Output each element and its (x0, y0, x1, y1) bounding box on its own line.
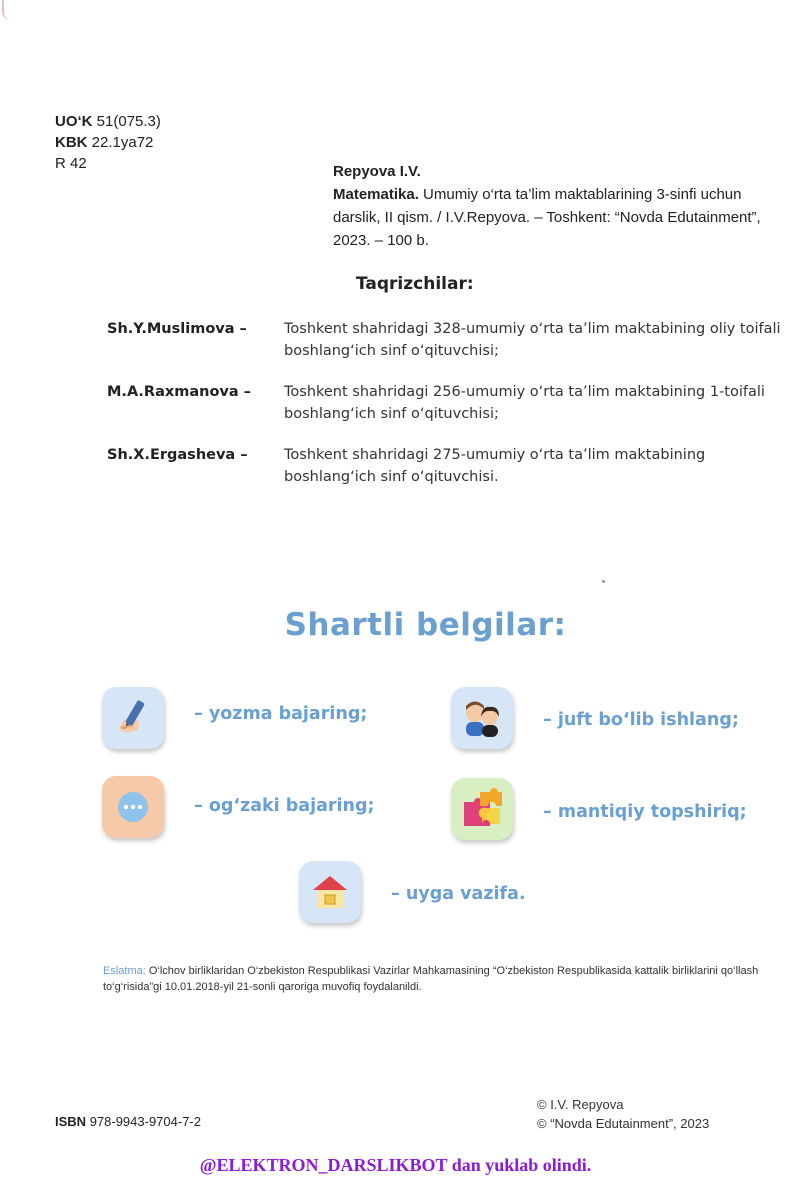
kbk-line: KBK 22.1ya72 (55, 134, 154, 151)
reviewer-description: Toshkent shahridagi 275-umumiy o‘rta ta’lim maktabining boshlang‘ich sinf o‘qituvchisi. (284, 447, 706, 485)
reviewers-heading: Taqrizchilar: (356, 274, 474, 294)
bibliographic-description (333, 160, 763, 252)
udk-line: UO‘K 51(075.3) (55, 113, 161, 130)
note (103, 963, 763, 995)
note-label: Eslatma: (103, 965, 146, 977)
reviewer-entry (107, 381, 777, 425)
reviewer-name: Sh.X.Ergasheva – (107, 447, 248, 463)
reviewer-description: Toshkent shahridagi 328-umumiy o‘rta ta’lim maktabining oliy toifali boshlang‘ich sinf o‘qituvchisi; (284, 321, 781, 359)
classification-block (55, 111, 161, 174)
house-icon (299, 861, 361, 923)
reviewer-entry (107, 318, 781, 362)
copyright-block (537, 1095, 709, 1133)
book-title: Matematika. (333, 186, 419, 203)
legend-label-oral: – og‘zaki bajaring; (194, 796, 375, 816)
speech-bubble-icon (102, 776, 164, 838)
legend-label-logic-task: – mantiqiy topshiriq; (543, 802, 747, 822)
legend-label-pair-work: – juft bo‘lib ishlang; (543, 710, 739, 730)
isbn (55, 1114, 201, 1129)
legend-label-homework: – uyga vazifa. (391, 884, 526, 904)
reviewer-name: Sh.Y.Muslimova – (107, 321, 247, 337)
pencil-hand-icon (102, 687, 164, 749)
book-author: Repyova I.V. (333, 163, 421, 180)
scan-mark (2, 0, 18, 20)
isbn-label: ISBN (55, 1114, 87, 1129)
download-footer: @ELEKTRON_DARSLIKBOT dan yuklab olindi. (199, 1155, 592, 1175)
legend-title: Shartli belgilar: (284, 607, 567, 643)
copyright-publisher: © “Novda Edutainment”, 2023 (537, 1116, 710, 1131)
note-text: O‘lchov birliklaridan O‘zbekiston Respublikasi Vazirlar Mahkamasining “O‘zbekiston Respublikasida kattalik birliklarini qo‘llash to‘g‘risida”gi 10.01.2018-yil 21-sonli qaroriga muvofiq foydalanildi. (103, 965, 759, 993)
reviewer-description: Toshkent shahridagi 256-umumiy o‘rta ta’lim maktabining 1-toifali boshlang‘ich sinf o‘qituvchisi; (284, 384, 765, 422)
reviewer-name: M.A.Raxmanova – (107, 384, 251, 400)
isbn-value: 978-9943-9704-7-2 (89, 1114, 201, 1129)
pair-kids-icon (451, 687, 513, 749)
author-mark: R 42 (55, 155, 87, 172)
copyright-author: © I.V. Repyova (537, 1097, 624, 1112)
book-description: Matematika. Umumiy o‘rta ta’lim maktablarining 3-sinfi uchun darslik, II qism. / I.V.Repyova. – Toshkent: “Novda Edutainment”, 2023. – 100 b. (333, 186, 761, 249)
reviewer-entry (107, 444, 777, 488)
legend-label-written: – yozma bajaring; (194, 704, 368, 724)
puzzle-icon (451, 778, 513, 840)
scan-speck (602, 580, 605, 583)
